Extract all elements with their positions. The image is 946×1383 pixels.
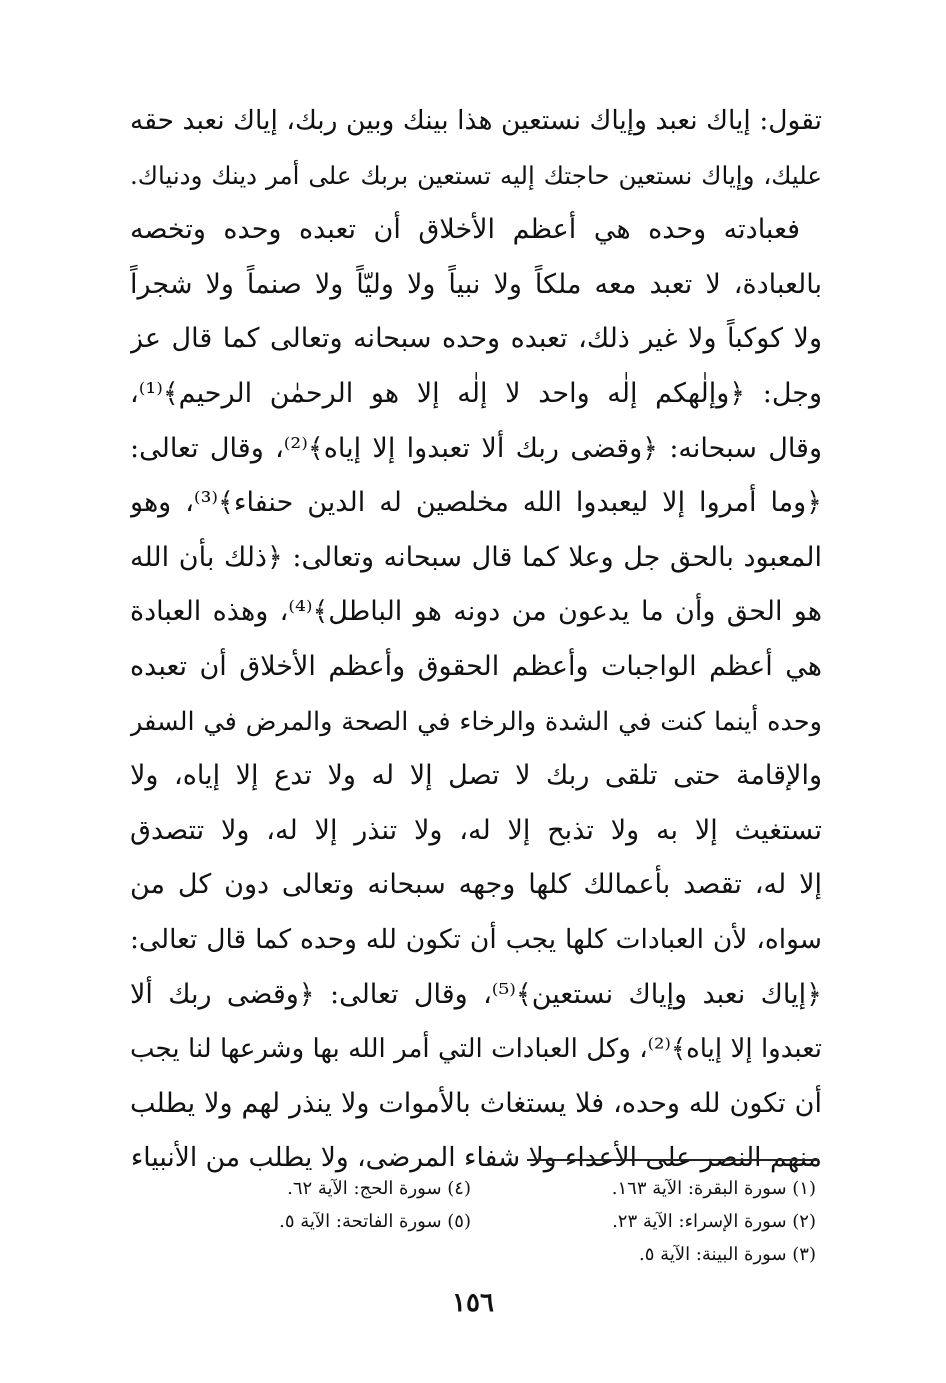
text-line: وقال سبحانه: ﴿وقضى ربك ألا تعبدوا إلا إياه﴾⁽²⁾، وقال تعالى: xyxy=(130,432,822,464)
text-line: والإقامة حتى تلقى ربك لا تصل إلا له ولا تدع إلا إياه، ولا xyxy=(130,760,822,792)
text-line: فعبادته وحده هي أعظم الأخلاق أن تعبده وحده وتخصه xyxy=(130,214,800,246)
text-line: المعبود بالحق جل وعلا كما قال سبحانه وتعالى: ﴿ذلك بأن الله xyxy=(130,541,822,573)
text-line: إلا له، تقصد بأعمالك كلها وجهه سبحانه وتعالى دون كل من xyxy=(130,869,822,901)
text-line: بالعبادة، لا تعبد معه ملكاً ولا نبياً ولا وليّاً ولا صنماً ولا شجراً xyxy=(130,268,822,300)
text-line: ولا كوكباً ولا غير ذلك، تعبده وحده سبحانه وتعالى كما قال عز xyxy=(130,323,822,355)
footnote: (٣) سورة البينة: الآية ٥. xyxy=(639,1244,816,1265)
text-line: ﴿وما أمروا إلا ليعبدوا الله مخلصين له الدين حنفاء﴾⁽³⁾، وهو xyxy=(130,487,822,519)
text-line: تعبدوا إلا إياه﴾⁽²⁾، وكل العبادات التي أمر الله بها وشرعها لنا يجب xyxy=(130,1034,822,1065)
text-line: عليك، وإياك نستعين حاجتك إليه تستعين بربك على أمر دينك ودنياك. xyxy=(130,160,822,190)
text-line: تقول: إياك نعبد وإياك نستعين هذا بينك وبين ربك، إياك نعبد حقه xyxy=(130,105,822,136)
text-line: أن تكون لله وحده، فلا يستغاث بالأموات ولا ينذر لهم ولا يطلب xyxy=(130,1087,822,1119)
footnote: (٥) سورة الفاتحة: الآية ٥. xyxy=(279,1211,471,1232)
footnote: (٤) سورة الحج: الآية ٦٢. xyxy=(287,1178,471,1199)
text-line: سواه، لأن العبادات كلها يجب أن تكون لله وحده كما قال تعالى: xyxy=(130,923,822,955)
text-line: وجل: ﴿وإلٰهكم إلٰه واحد لا إلٰه إلا هو الرحمٰن الرحيم﴾⁽¹⁾، xyxy=(130,377,822,409)
text-line: منهم النصر على الأعداء ولا شفاء المرضى، ولا يطلب من الأنبياء xyxy=(130,1142,822,1174)
text-line: ﴿إياك نعبد وإياك نستعين﴾⁽⁵⁾، وقال تعالى: ﴿وقضى ربك ألا xyxy=(130,978,822,1010)
text-line: تستغيث إلا به ولا تذبح إلا له، ولا تنذر إلا له، ولا تتصدق xyxy=(130,814,822,846)
text-line: وحده أينما كنت في الشدة والرخاء في الصحة والمرض في السفر xyxy=(130,706,822,737)
page-number: ١٥٦ xyxy=(452,1288,494,1318)
footnotes-column-left xyxy=(279,1172,471,1238)
text-line: هو الحق وأن ما يدعون من دونه هو الباطل﴾⁽⁴⁾، وهذه العبادة xyxy=(130,596,822,628)
footnote-divider xyxy=(527,1159,819,1161)
footnote: (١) سورة البقرة: الآية ١٦٣. xyxy=(611,1178,816,1199)
text-line: هي أعظم الواجبات وأعظم الحقوق وأعظم الأخلاق أن تعبده xyxy=(130,650,822,682)
footnotes-column-right xyxy=(612,1172,816,1271)
main-text xyxy=(130,94,822,1186)
footnote: (٢) سورة الإسراء: الآية ٢٣. xyxy=(612,1211,816,1232)
